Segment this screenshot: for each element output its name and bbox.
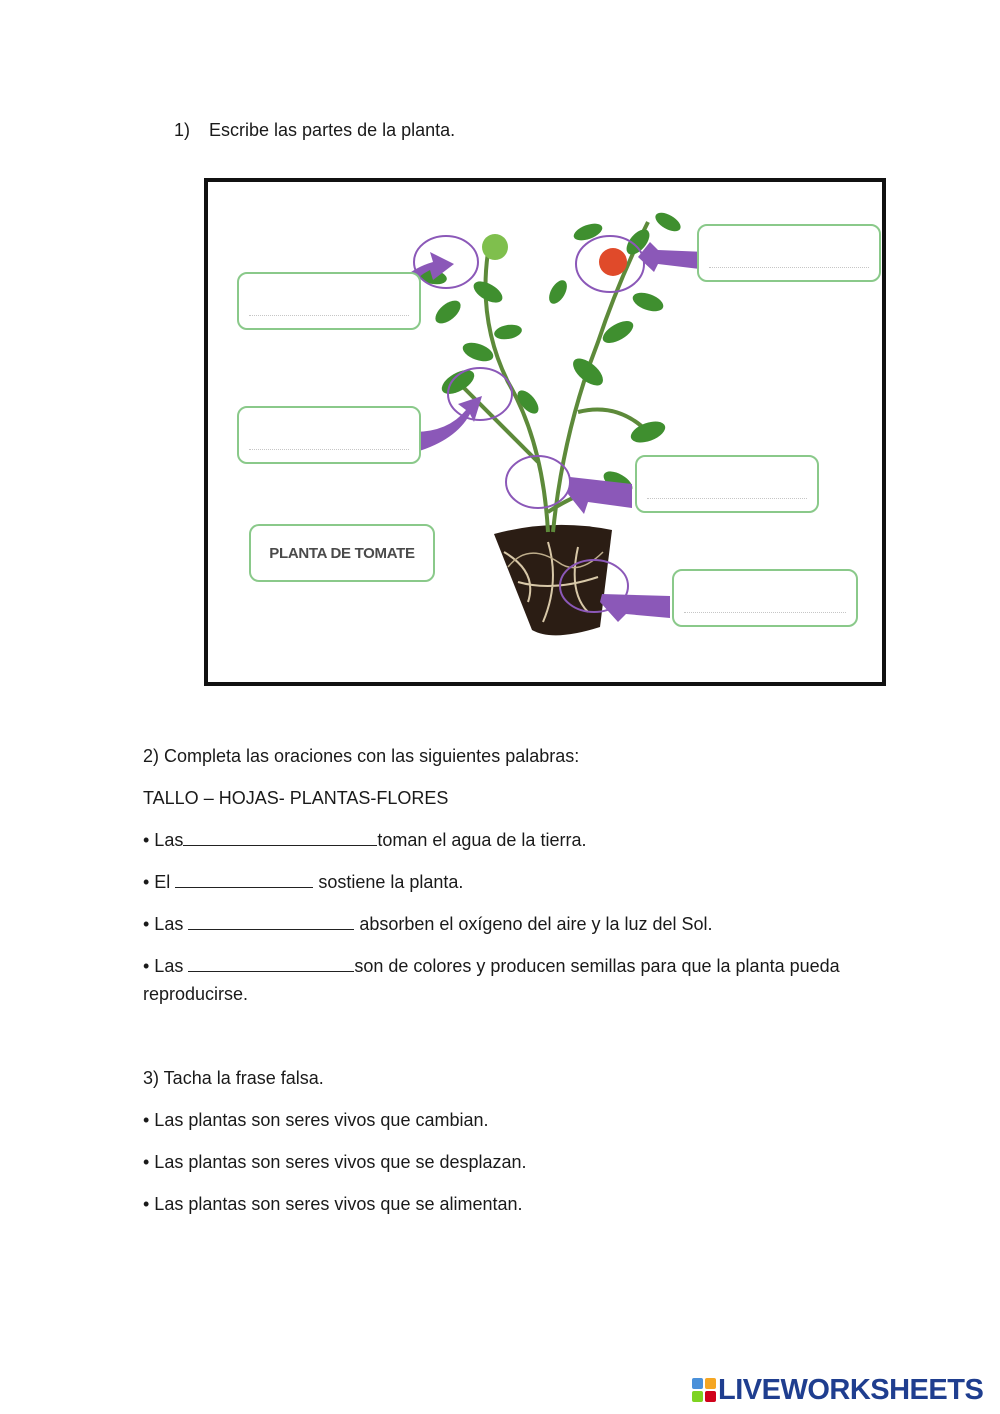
- answer-box-fruit[interactable]: [237, 272, 421, 330]
- sentence-3: [143, 910, 843, 938]
- green-tomato: [482, 234, 508, 260]
- blank-3[interactable]: [188, 911, 354, 930]
- question-1: [174, 120, 455, 141]
- statement-2[interactable]: • Las plantas son seres vivos que se desplazan.: [143, 1152, 527, 1172]
- answer-box-leaves[interactable]: [237, 406, 421, 464]
- diagram-title: PLANTA DE TOMATE: [249, 524, 435, 582]
- plant-diagram: [204, 178, 886, 686]
- question-3-prompt: 3) Tacha la frase falsa.: [143, 1068, 324, 1088]
- statement-3[interactable]: • Las plantas son seres vivos que se alimentan.: [143, 1194, 523, 1214]
- blank-1[interactable]: [183, 827, 377, 846]
- sentence-4-before: • Las: [143, 956, 189, 976]
- brand-name: LIVEWORKSHEETS: [718, 1373, 984, 1406]
- answer-box-flower[interactable]: [697, 224, 881, 282]
- sentence-1-after: toman el agua de la tierra.: [377, 830, 587, 850]
- sentence-2: [143, 868, 843, 896]
- answer-box-stem[interactable]: [635, 455, 819, 513]
- question-1-text: Escribe las partes de la planta.: [209, 120, 456, 140]
- pot-with-roots: [494, 525, 612, 635]
- blank-4[interactable]: [188, 953, 354, 972]
- sentence-2-after: sostiene la planta.: [313, 872, 464, 892]
- liveworksheets-logo-icon: [692, 1378, 716, 1402]
- sentence-4-after: son de colores y producen semillas para que la planta pueda reproducirse.: [143, 956, 840, 1004]
- question-2-prompt: 2) Completa las oraciones con las siguientes palabras:: [143, 746, 580, 766]
- sentence-1: [143, 826, 843, 854]
- red-tomato: [599, 248, 627, 276]
- sentence-1-before: • Las: [143, 830, 184, 850]
- blank-2[interactable]: [175, 869, 313, 888]
- liveworksheets-brand: [692, 1373, 983, 1407]
- sentence-2-before: • El: [143, 872, 176, 892]
- sentence-3-before: • Las: [143, 914, 189, 934]
- sentence-3-after: absorben el oxígeno del aire y la luz del Sol.: [354, 914, 713, 934]
- word-bank: TALLO – HOJAS- PLANTAS-FLORES: [143, 788, 449, 808]
- sentence-4: [143, 952, 843, 1008]
- statement-1[interactable]: • Las plantas son seres vivos que cambian.: [143, 1110, 489, 1130]
- answer-box-roots[interactable]: [672, 569, 858, 627]
- question-1-number: 1): [174, 120, 191, 140]
